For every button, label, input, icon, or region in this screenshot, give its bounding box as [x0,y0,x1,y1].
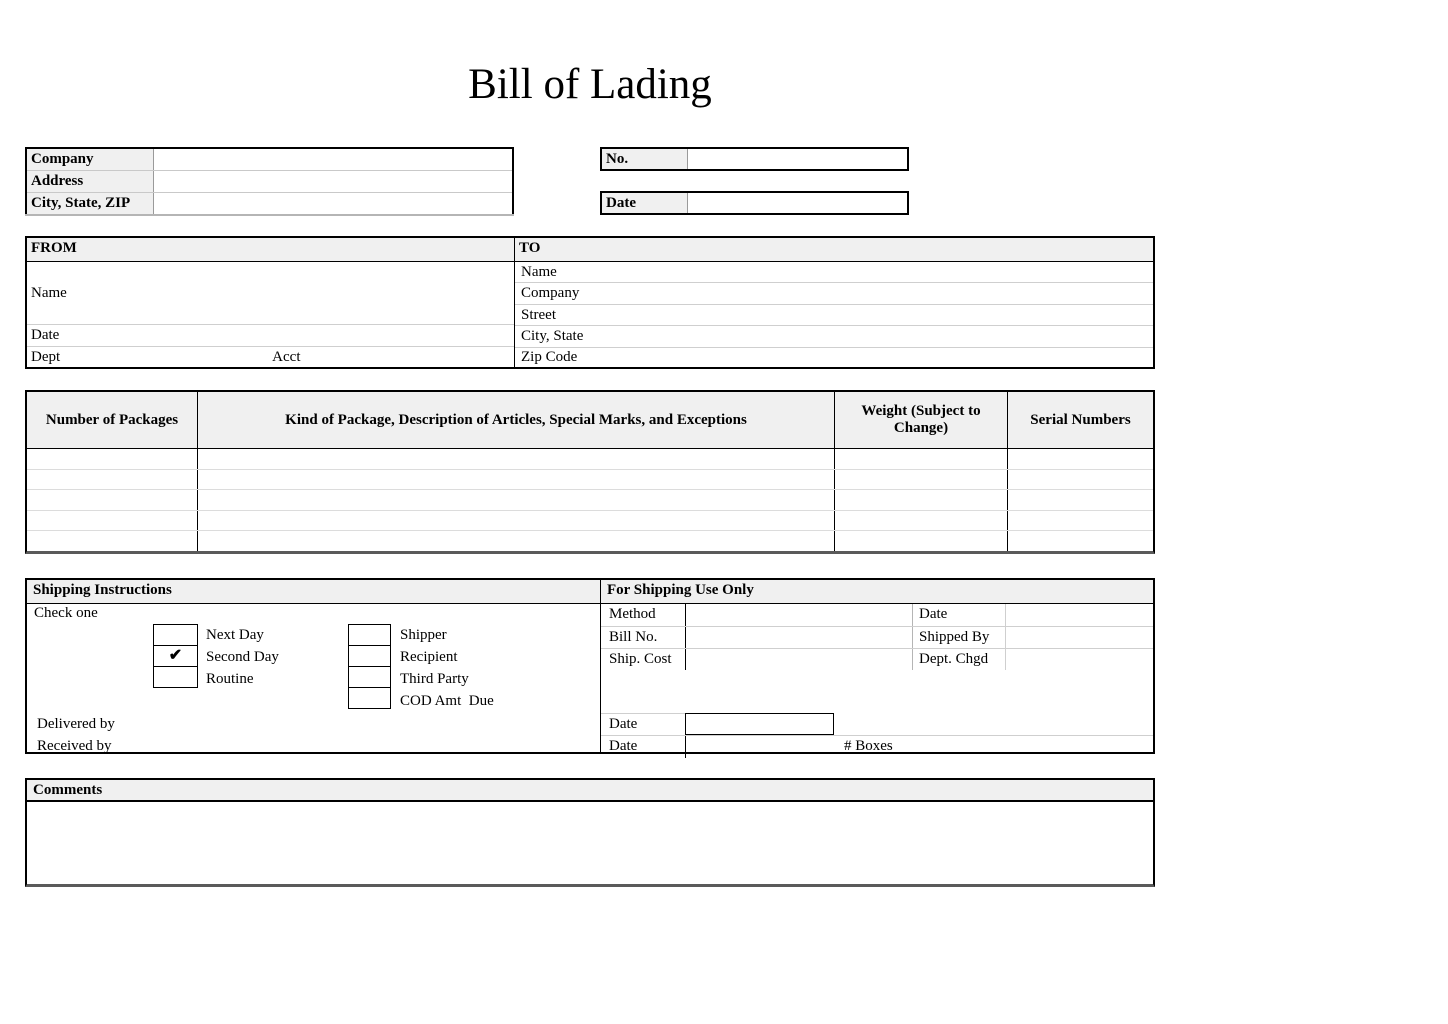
from-to-header [27,238,1153,262]
comments-section [25,778,1155,887]
packages-header-serial: Serial Numbers [1030,411,1131,428]
checkbox-third-party[interactable] [348,666,391,688]
received-date-row [601,735,1153,757]
checkbox-routine[interactable] [153,666,198,688]
dept-chgd-input[interactable] [1006,649,1153,670]
from-dept-label: Dept [31,349,61,365]
recipient-label: Recipient [400,649,458,665]
method-label: Method [601,604,686,626]
shipping-section [25,578,1155,754]
ship-cost-label: Ship. Cost [601,649,686,670]
from-acct-label: Acct [272,349,301,365]
bill-no-label: Bill No. [601,627,686,648]
company-row [27,149,512,170]
routine-label: Routine [206,671,254,687]
bill-no-input[interactable] [686,627,913,648]
packages-table-body [27,449,1153,551]
second-day-label: Second Day [206,649,279,665]
city-state-zip-row [27,192,512,214]
packages-header-number: Number of Packages [27,392,198,448]
checkbox-recipient[interactable] [348,645,391,667]
received-by-label: Received by [37,737,112,754]
package-weight-cell[interactable] [835,449,1008,469]
package-serial-cell[interactable] [1008,531,1153,551]
shipped-by-input[interactable] [1006,627,1153,648]
to-pane [515,262,1153,368]
address-input[interactable] [154,171,512,192]
package-description-cell[interactable] [198,449,835,469]
delivered-date-input[interactable] [685,713,834,735]
package-description-cell[interactable] [198,531,835,551]
party-checkbox-group [348,624,391,709]
checkbox-second-day[interactable] [153,645,198,667]
package-serial-cell[interactable] [1008,449,1153,469]
address-row [27,170,512,192]
received-date-input[interactable] [687,736,1153,758]
received-date-label: Date [601,736,686,758]
shipping-instructions-header: Shipping Instructions [27,580,601,603]
package-weight-cell[interactable] [835,490,1008,510]
cod-amt-due-label: COD Amt Due [400,693,494,709]
from-pane [27,262,515,368]
shipping-section-header [27,580,1153,604]
to-name-label: Name [521,263,557,280]
num-boxes-label: # Boxes [844,738,893,754]
shipcost-deptchgd-row [601,648,1153,670]
from-name-label: Name [31,284,67,301]
package-number-cell[interactable] [27,490,198,510]
address-label: Address [27,171,154,192]
for-shipping-use-pane [601,604,1153,753]
method-date-row [601,604,1153,626]
company-label: Company [27,149,154,170]
no-box [600,147,909,171]
to-zip-label: Zip Code [521,349,578,366]
third-party-label: Third Party [400,671,469,687]
package-serial-cell[interactable] [1008,490,1153,510]
packages-header-kind: Kind of Package, Description of Articles, Special Marks, and Exceptions [198,392,835,448]
comments-input[interactable] [27,802,1153,884]
package-number-cell[interactable] [27,470,198,490]
billno-shippedby-row [601,626,1153,648]
date-box [600,191,909,215]
package-row [27,530,1153,551]
no-input[interactable] [688,149,907,169]
company-info-table [25,147,514,214]
package-description-cell[interactable] [198,490,835,510]
to-city-state-label: City, State [521,327,584,344]
package-row [27,489,1153,510]
package-description-cell[interactable] [198,511,835,531]
from-header: FROM [27,238,515,261]
package-weight-cell[interactable] [835,470,1008,490]
city-state-zip-label: City, State, ZIP [27,193,154,214]
package-serial-cell[interactable] [1008,470,1153,490]
checkbox-cod-amt-due[interactable] [348,687,391,709]
package-number-cell[interactable] [27,511,198,531]
delivered-date-label: Date [601,713,686,735]
company-input[interactable] [154,149,512,170]
ship-date-input[interactable] [1006,604,1153,626]
to-company-label: Company [521,285,580,302]
shipped-by-label: Shipped By [913,627,1006,648]
from-date-label: Date [31,327,60,343]
shipper-label: Shipper [400,627,447,643]
package-description-cell[interactable] [198,470,835,490]
to-header: TO [515,238,1153,261]
delivered-by-label: Delivered by [37,715,115,732]
packages-table [25,390,1155,554]
packages-header-weight: Weight (Subject to Change) [835,392,1008,448]
priority-label-column [206,624,279,690]
packages-table-header [27,392,1153,449]
check-one-label: Check one [34,605,98,621]
method-input[interactable] [686,604,913,626]
next-day-label: Next Day [206,627,264,643]
no-label: No. [602,149,688,169]
shipping-instructions-pane [27,604,601,753]
city-state-zip-input[interactable] [154,193,512,214]
from-to-table [25,236,1155,369]
checkbox-next-day[interactable] [153,624,198,646]
check-mark: ✔ [168,647,183,664]
page-title: Bill of Lading [468,61,712,108]
package-number-cell[interactable] [27,531,198,551]
party-label-column [400,624,494,712]
package-row [27,449,1153,469]
dept-chgd-label: Dept. Chgd [913,649,1006,670]
package-serial-cell[interactable] [1008,511,1153,531]
package-number-cell[interactable] [27,449,198,469]
to-street-label: Street [521,306,556,323]
date-label: Date [602,193,688,213]
package-row [27,469,1153,490]
delivered-date-row [601,713,1153,735]
ship-date-label: Date [913,604,1006,626]
for-shipping-use-only-header: For Shipping Use Only [601,580,1153,603]
package-row [27,510,1153,531]
comments-header: Comments [27,780,1153,802]
priority-checkbox-group [153,624,198,688]
package-weight-cell[interactable] [835,511,1008,531]
package-weight-cell[interactable] [835,531,1008,551]
ship-cost-input[interactable] [686,649,913,670]
checkbox-shipper[interactable] [348,624,391,646]
date-input[interactable] [688,193,907,213]
